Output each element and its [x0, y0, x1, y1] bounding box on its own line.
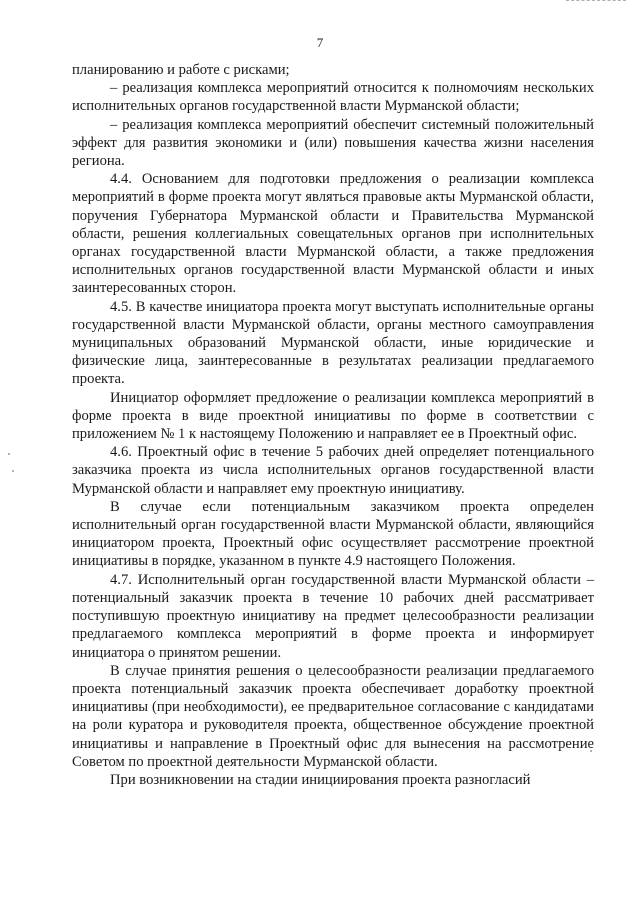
paragraph-list-item: – реализация комплекса мероприятий обеспечит системный положительный эффект для развития экономики и (или) повышения качества жизни населения региона.: [72, 116, 594, 170]
paragraph-section-4-7: 4.7. Исполнительный орган государственной власти Мурманской области – потенциальный заказчик проекта в течение 10 рабочих дней рассматривает поступившую проектную инициативу на предмет целесообразности реализации предлагаемого комплекса мероприятий в форме проекта и информирует инициатора о принятом решении.: [72, 571, 594, 661]
scan-corner-mark: [566, 0, 626, 4]
paragraph-continuation: планированию и работе с рисками;: [72, 62, 290, 78]
paragraph-case-decision: В случае принятия решения о целесообразности реализации предлагаемого проекта потенциальный заказчик проекта обеспечивает доработку проектной инициативы (при необходимости), ее предварительное согласование с кандидатами на роли куратора и руководителя проекта, общественное обсуждение проектной инициативы и направление в Проектный офис для вынесения на рассмотрение Советом по проектной деятельности Мурманской области.: [72, 662, 594, 770]
paragraph-list-item: – реализация комплекса мероприятий относится к полномочиям нескольких исполнительных органов государственной власти Мурманской области;: [72, 80, 594, 115]
paragraph-section-4-6: 4.6. Проектный офис в течение 5 рабочих дней определяет потенциального заказчика проекта из числа исполнительных органов государственной власти Мурманской области и направляет ему проектную инициативу.: [72, 444, 594, 497]
scan-speck: [12, 470, 14, 472]
paragraph-initiator: Инициатор оформляет предложение о реализации комплекса мероприятий в форме проекта в виде проектной инициативы по форме в соответствии с приложением № 1 к настоящему Положению и направляет ее в Проектный офис.: [72, 389, 594, 443]
paragraph-section-4-5: 4.5. В качестве инициатора проекта могут выступать исполнительные органы государственной власти Мурманской области, органы местного самоуправления муниципальных образований Мурманской области, иные юридические и физические лица, заинтересованные в результатах реализации предлагаемого проекта.: [72, 298, 594, 388]
paragraph-case-initiator: В случае если потенциальным заказчиком проекта определен исполнительный орган государственной власти Мурманской области, являющийся инициатором проекта, Проектный офис осуществляет рассмотрение проектной инициативы в порядке, указанном в пункте 4.9 настоящего Положения.: [72, 498, 594, 570]
document-body: [72, 61, 594, 789]
page-number: 7: [316, 35, 324, 50]
scan-speck: [8, 453, 10, 455]
paragraph-section-4-4: 4.4. Основанием для подготовки предложения о реализации комплекса мероприятий в форме проекта могут являться правовые акты Мурманской области, поручения Губернатора Мурманской области и Правительства Мурманской области, решения коллегиальных совещательных органов при исполнительных органах государственной власти Мурманской области, а также предложения исполнительных органов государственной власти Мурманской области и иных заинтересованных сторон.: [72, 171, 594, 297]
paragraph-disagreements: При возникновении на стадии инициирования проекта разногласий: [110, 771, 531, 788]
